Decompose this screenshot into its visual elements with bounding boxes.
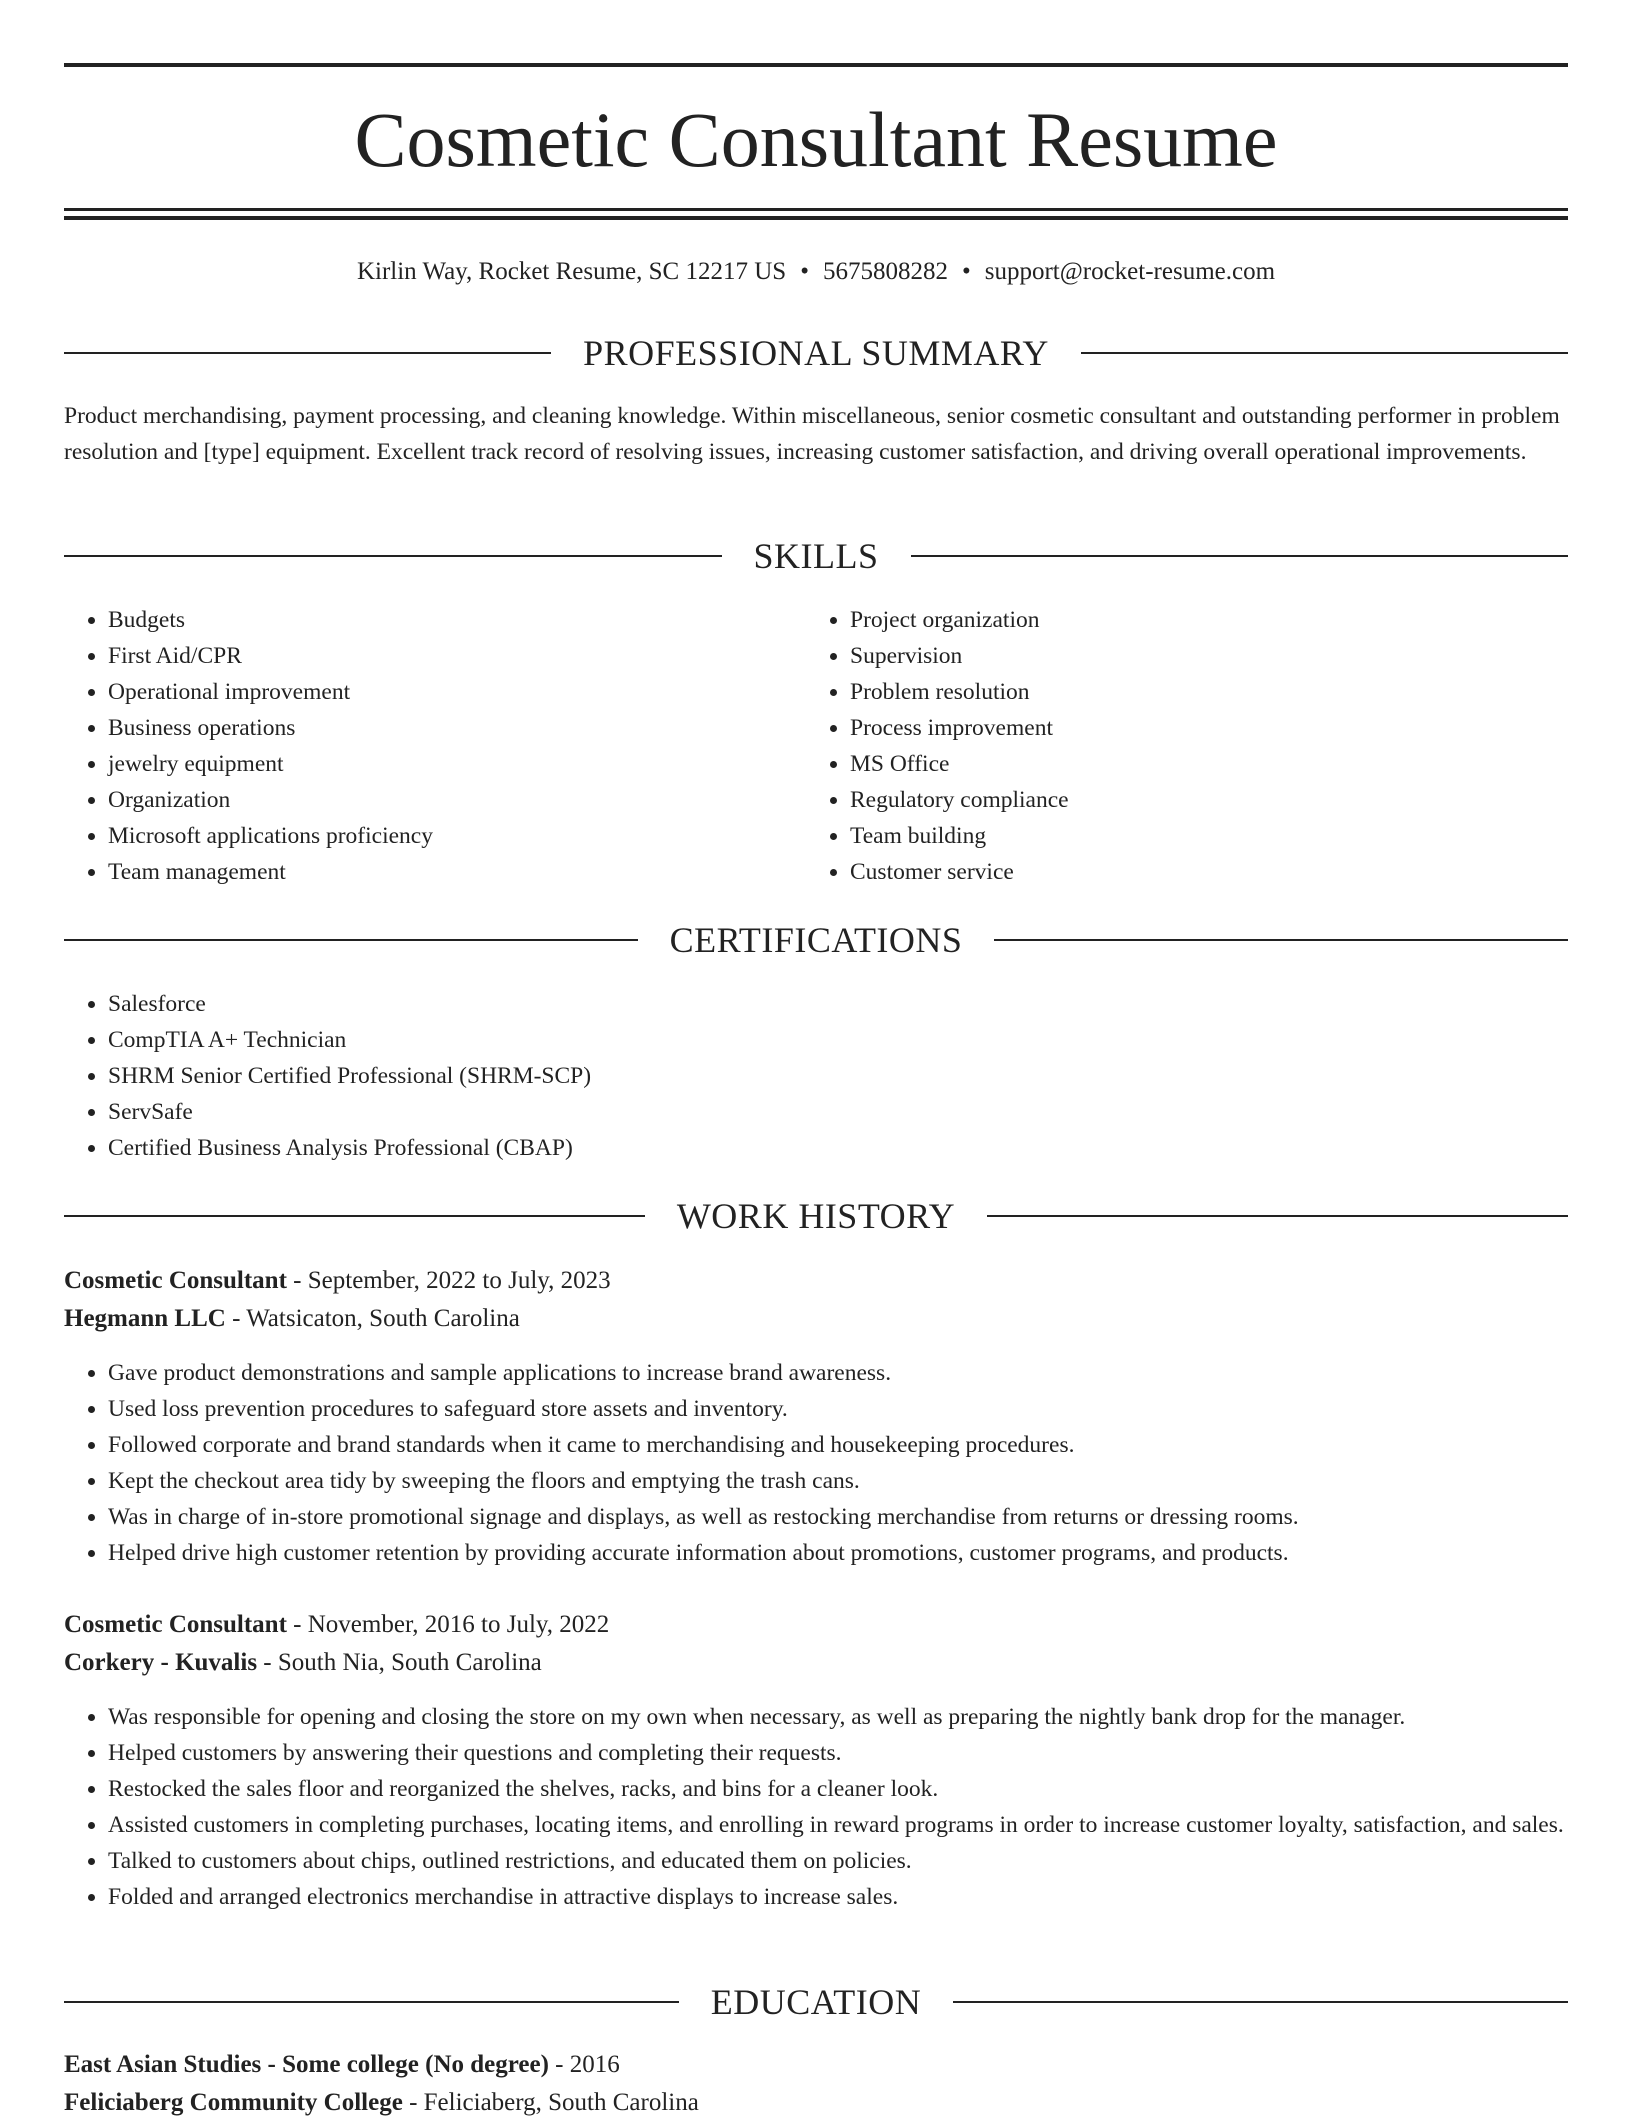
resume-title: Cosmetic Consultant Resume bbox=[354, 96, 1278, 183]
skill-item: • MS Office bbox=[850, 746, 1550, 782]
job-bullets bbox=[64, 1699, 1568, 1915]
section-rule bbox=[64, 2001, 679, 2003]
education-degree-line bbox=[64, 2046, 1568, 2084]
section-rule bbox=[1081, 352, 1568, 354]
job-dates: - September, 2022 to July, 2023 bbox=[286, 1267, 611, 1294]
title-rule-upper bbox=[64, 208, 1568, 211]
contact-address: Kirlin Way, Rocket Resume, SC 12217 US bbox=[356, 258, 787, 285]
skill-item: • Microsoft applications proficiency bbox=[108, 818, 808, 854]
job-company-line bbox=[64, 1300, 1568, 1338]
skill-item: • Team building bbox=[850, 818, 1550, 854]
education-degree: East Asian Studies - Some college (No degree) bbox=[64, 2051, 549, 2078]
job-bullet: • Followed corporate and brand standards when it came to merchandising and housekeeping procedures. bbox=[108, 1427, 1568, 1463]
skill-item: • Process improvement bbox=[850, 710, 1550, 746]
section-title: CERTIFICATIONS bbox=[669, 920, 963, 960]
summary-text: Product merchandising, payment processing, and cleaning knowledge. Within miscellaneous, senior cosmetic consultant and outstanding performer in problem resolution and [type] equipment. Excellent track record of resolving issues, increasing customer satisfaction, and driving overall operational improvements. bbox=[64, 403, 1560, 465]
job-location: - Watsicaton, South Carolina bbox=[225, 1305, 520, 1332]
job-title-line bbox=[64, 1262, 1568, 1300]
certification-item: • Salesforce bbox=[108, 986, 1568, 1022]
certification-item: • CompTIA A+ Technician bbox=[108, 1022, 1568, 1058]
section-rule bbox=[64, 352, 551, 354]
section-title: EDUCATION bbox=[710, 1982, 922, 2022]
job-title: Cosmetic Consultant bbox=[64, 1267, 287, 1294]
job-location: - South Nia, South Carolina bbox=[257, 1649, 542, 1676]
job-dates: - November, 2016 to July, 2022 bbox=[286, 1611, 610, 1638]
job-bullet: • Was responsible for opening and closing the store on my own when necessary, as well as preparing the nightly bank drop for the manager. bbox=[108, 1699, 1568, 1735]
top-rule bbox=[64, 63, 1568, 67]
contact-email: support@rocket-resume.com bbox=[984, 258, 1276, 285]
skill-item: • Problem resolution bbox=[850, 674, 1550, 710]
certification-item: • SHRM Senior Certified Professional (SHRM-SCP) bbox=[108, 1058, 1568, 1094]
education-school-line bbox=[64, 2084, 1568, 2122]
skill-item: • Team management bbox=[108, 854, 808, 890]
section-title: WORK HISTORY bbox=[676, 1196, 956, 1236]
section-rule bbox=[64, 555, 722, 557]
job-company-line bbox=[64, 1644, 1568, 1682]
section-header-education bbox=[64, 1980, 1568, 2024]
skill-item: • Regulatory compliance bbox=[850, 782, 1550, 818]
skill-item: • Organization bbox=[108, 782, 808, 818]
skills-list-left bbox=[64, 602, 808, 890]
title-rule-lower bbox=[64, 216, 1568, 220]
skill-item: • Budgets bbox=[108, 602, 808, 638]
section-rule bbox=[64, 939, 638, 941]
section-title: PROFESSIONAL SUMMARY bbox=[583, 333, 1049, 373]
job-bullet: • Assisted customers in completing purchases, locating items, and enrolling in reward programs in order to increase customer loyalty, satisfaction, and sales. bbox=[108, 1807, 1568, 1843]
skill-item: • jewelry equipment bbox=[108, 746, 808, 782]
job-bullet: • Kept the checkout area tidy by sweeping the floors and emptying the trash cans. bbox=[108, 1463, 1568, 1499]
section-header-summary bbox=[64, 331, 1568, 375]
job-title: Cosmetic Consultant bbox=[64, 1611, 287, 1638]
skill-item: • Business operations bbox=[108, 710, 808, 746]
certification-item: • Certified Business Analysis Professional (CBAP) bbox=[108, 1130, 1568, 1166]
job-bullets bbox=[64, 1355, 1568, 1571]
section-header-work bbox=[64, 1194, 1568, 1238]
skill-item: • First Aid/CPR bbox=[108, 638, 808, 674]
job-bullet: • Used loss prevention procedures to safeguard store assets and inventory. bbox=[108, 1391, 1568, 1427]
contact-separator: • bbox=[800, 258, 809, 285]
skills-list-right bbox=[806, 602, 1550, 890]
skill-item: • Customer service bbox=[850, 854, 1550, 890]
job-bullet: • Helped drive high customer retention by providing accurate information about promotions, customer programs, and products. bbox=[108, 1535, 1568, 1571]
contact-line bbox=[64, 254, 1568, 290]
section-rule bbox=[987, 1215, 1568, 1217]
skill-item: • Supervision bbox=[850, 638, 1550, 674]
job-company: Corkery - Kuvalis bbox=[64, 1649, 258, 1676]
certification-item: • ServSafe bbox=[108, 1094, 1568, 1130]
contact-phone: 5675808282 bbox=[822, 258, 948, 285]
job-title-line bbox=[64, 1606, 1568, 1644]
section-rule bbox=[994, 939, 1568, 941]
education-school: Feliciaberg Community College bbox=[64, 2089, 403, 2116]
section-rule bbox=[64, 1215, 645, 1217]
section-rule bbox=[911, 555, 1569, 557]
job-bullet: • Was in charge of in-store promotional signage and displays, as well as restocking merchandise from returns or dressing rooms. bbox=[108, 1499, 1568, 1535]
job-bullet: • Folded and arranged electronics merchandise in attractive displays to increase sales. bbox=[108, 1879, 1568, 1915]
job-bullet: • Gave product demonstrations and sample applications to increase brand awareness. bbox=[108, 1355, 1568, 1391]
job-bullet: • Restocked the sales floor and reorganized the shelves, racks, and bins for a cleaner look. bbox=[108, 1771, 1568, 1807]
section-rule bbox=[953, 2001, 1568, 2003]
job-bullet: • Talked to customers about chips, outlined restrictions, and educated them on policies. bbox=[108, 1843, 1568, 1879]
section-header-certifications bbox=[64, 918, 1568, 962]
job-bullet: • Helped customers by answering their questions and completing their requests. bbox=[108, 1735, 1568, 1771]
education-year: - 2016 bbox=[548, 2051, 620, 2078]
contact-separator: • bbox=[961, 258, 971, 285]
section-title: SKILLS bbox=[753, 536, 879, 576]
section-header-skills bbox=[64, 534, 1568, 578]
certifications-list bbox=[64, 986, 1568, 1166]
job-company: Hegmann LLC bbox=[64, 1305, 226, 1332]
skill-item: • Operational improvement bbox=[108, 674, 808, 710]
education-location: - Feliciaberg, South Carolina bbox=[402, 2089, 699, 2116]
skill-item: • Project organization bbox=[850, 602, 1550, 638]
